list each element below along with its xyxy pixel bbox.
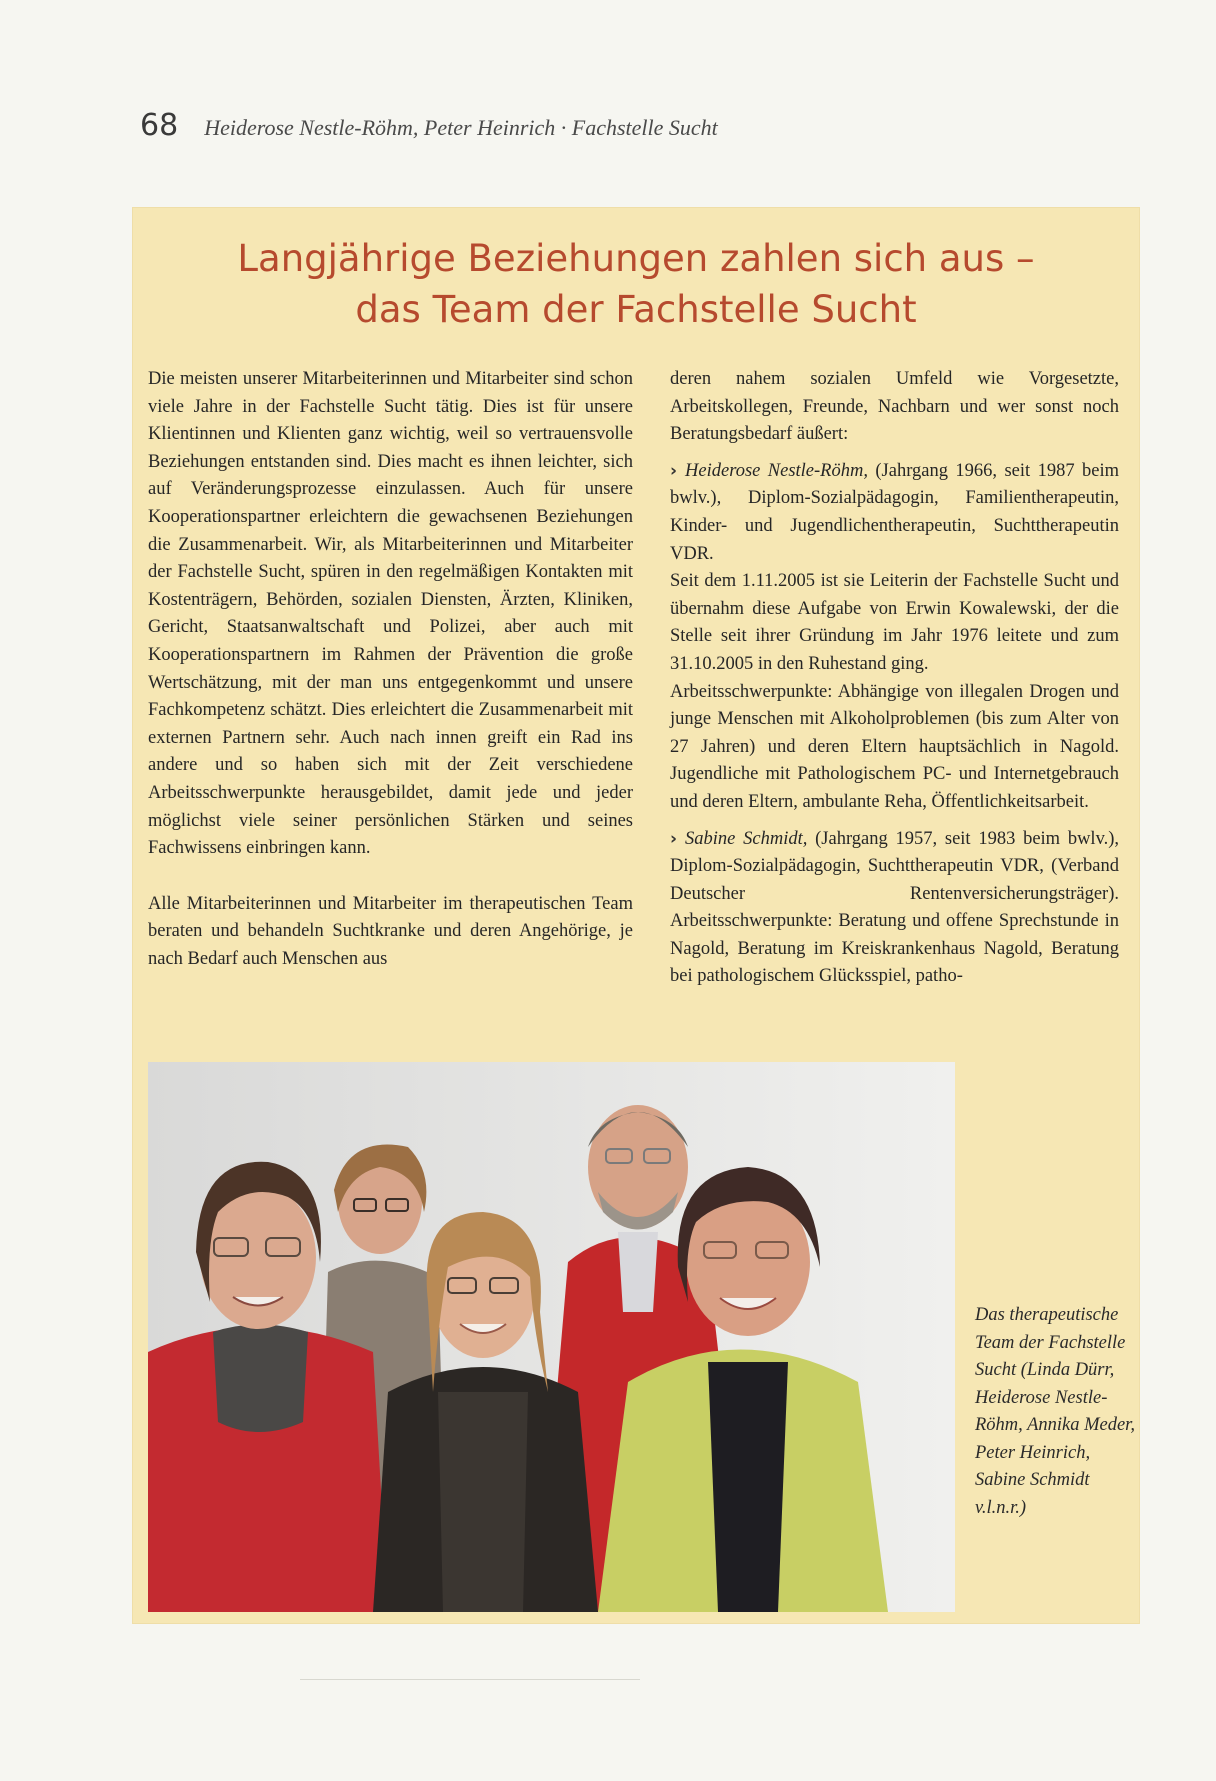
profile-schmidt — [670, 826, 1119, 992]
person-details: (Jahrgang 1966, seit 1987 beim bwlv.), Diplom-Sozialpädagogin, Familientherapeutin, Kinder- und Jugendlichentherapeutin, Suchttherapeutin VDR. — [670, 460, 1119, 564]
intro-paragraph: Die meisten unserer Mitarbeiterinnen und Mitarbeiter sind schon viele Jahre in der Fachstelle Sucht tätig. Dies ist für unsere Klientinnen und Klienten ganz wichtig, weil so vertrauensvolle Beziehungen entstanden sind. Dies macht es ihnen leichter, sich auf Veränderungsprozesse einzulassen. Auch für unsere Kooperationspartner erleichtern die gewachsenen Beziehungen die Zusammenarbeit. Wir, als Mitarbeiterinnen und Mitarbeiter der Fachstelle Sucht, spüren in den regelmäßigen Kontakten mit Kostenträgern, Behörden, sozialen Diensten, Ärzten, Kliniken, Gericht, Staatsanwaltschaft und Polizei, aber auch mit Kooperationspartnern im Rahmen der Prävention die große Wertschätzung, mit der man uns entgegenkommt und unsere Fachkompetenz schätzt. Dies erleichtert die Zusammenarbeit mit externen Partnern sehr. Auch nach innen greift ein Rad ins andere und so haben sich mit der Zeit verschiedene Arbeitsschwerpunkte herausgebildet, damit jede und jeder möglichst viele seiner persönlichen Stärken und seines Fachwissens einbringen kann. — [148, 369, 633, 859]
chevron-right-icon: › — [670, 460, 678, 481]
team-paragraph: Alle Mitarbeiterinnen und Mitarbeiter im therapeutischen Team beraten und behandeln Suchtkranke und deren Angehörige, je nach Bedarf auch Menschen aus — [148, 893, 633, 969]
running-header — [140, 108, 1040, 148]
title-line-2: das Team der Fachstelle Sucht — [355, 288, 917, 331]
person-name: Heiderose Nestle-Röhm, — [685, 460, 868, 481]
chevron-right-icon: › — [670, 828, 678, 849]
title-line-1: Langjährige Beziehungen zahlen sich aus – — [237, 237, 1035, 280]
photo-caption: Das therapeutische Team der Fachstelle Sucht (Linda Dürr, Heiderose Nestle-Röhm, Annika Meder, Peter Heinrich, Sabine Schmidt v.l.n.r.) — [975, 1305, 1135, 1518]
article-title — [132, 233, 1140, 335]
page-number: 68 — [140, 108, 179, 143]
team-photo-illustration — [148, 1062, 955, 1612]
left-column — [148, 366, 633, 973]
person-name: Sabine Schmidt, — [685, 828, 808, 849]
running-head: Heiderose Nestle-Röhm, Peter Heinrich · Fachstelle Sucht — [204, 115, 718, 140]
team-photo — [148, 1062, 955, 1612]
environment-paragraph: deren nahem sozialen Umfeld wie Vorgesetzte, Arbeitskollegen, Freunde, Nachbarn und wer sonst noch Beratungsbedarf äußert: — [670, 369, 1119, 445]
right-column — [670, 366, 1119, 991]
article-panel — [132, 207, 1140, 1624]
profile-focus: Arbeitsschwerpunkte: Abhängige von illegalen Drogen und junge Menschen mit Alkoholproblemen (bis zum Alter von 27 Jahren) und deren Eltern hauptsächlich in Nagold. Jugendliche mit Pathologischem PC- und Internetgebrauch und deren Eltern, ambulante Reha, Öffentlichkeitsarbeit. — [670, 681, 1119, 812]
profile-nestle-roehm — [670, 458, 1119, 568]
profile-role: Seit dem 1.11.2005 ist sie Leiterin der Fachstelle Sucht und übernahm diese Aufgabe von Erwin Kowalewski, der die Stelle seit ihrer Gründung im Jahr 1976 leitete und zum 31.10.2005 in den Ruhestand ging. — [670, 571, 1119, 674]
bottom-divider — [300, 1679, 640, 1680]
person-details: (Jahrgang 1957, seit 1983 beim bwlv.), Diplom-Sozialpädagogin, Suchttherapeutin VDR, (Verband Deutscher Rentenversicherungsträger). Arbeitsschwerpunkte: Beratung und offene Sprechstunde in Nagold, Beratung im Kreiskrankenhaus Nagold, Beratung bei pathologischem Glücksspiel, patho- — [670, 828, 1120, 987]
